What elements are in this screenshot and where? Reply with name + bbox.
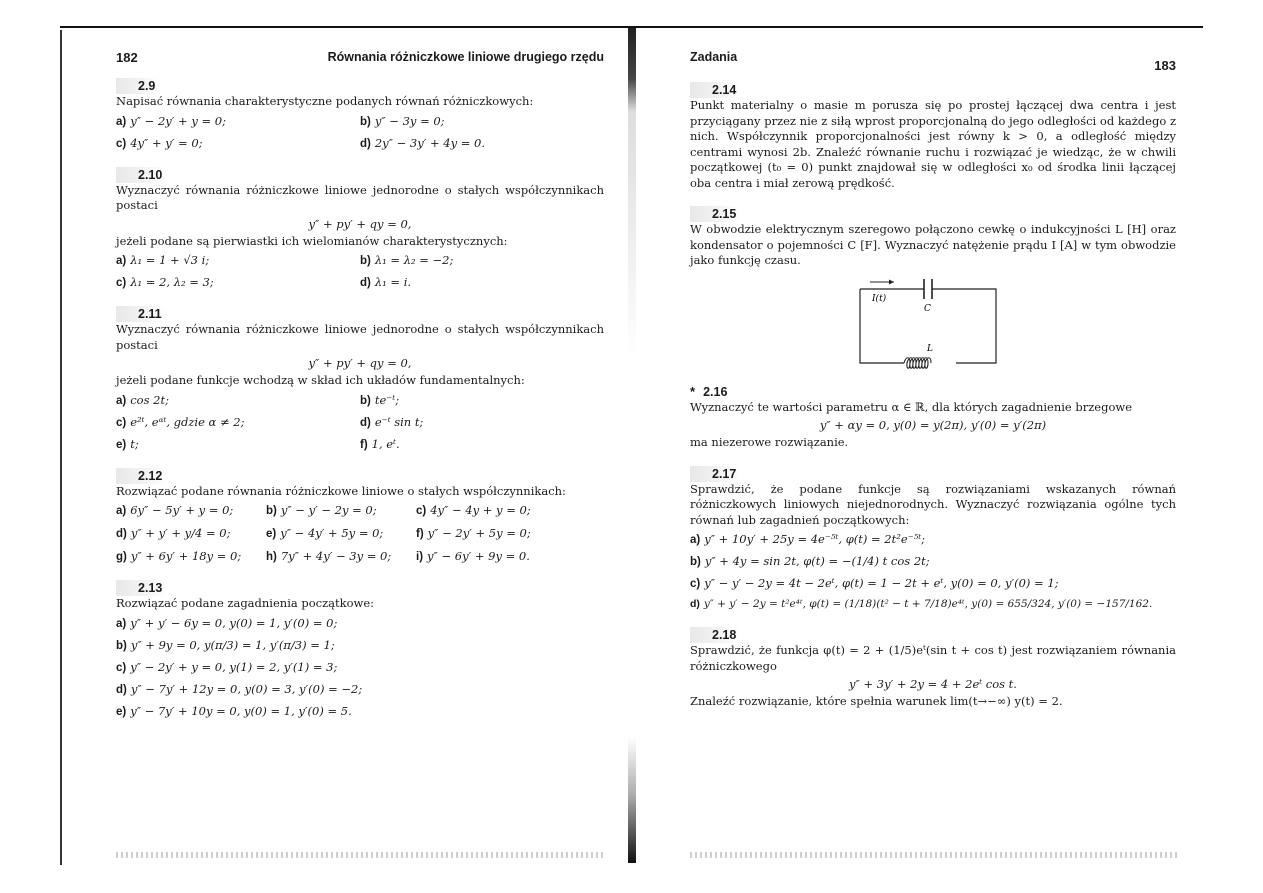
difficulty-star: * bbox=[690, 383, 696, 399]
problem-number: 2.10 bbox=[116, 167, 166, 183]
problem-2-18 bbox=[690, 624, 1176, 710]
problem-number: 2.13 bbox=[116, 580, 166, 596]
subitem: a) y″ + y′ − 6y = 0, y(0) = 1, y′(0) = 0; bbox=[116, 615, 338, 630]
problem-text-2: ma niezerowe rozwiązanie. bbox=[690, 435, 849, 449]
subitem: c) e²ᵗ, eᵅᵗ, gdzie α ≠ 2; bbox=[116, 414, 245, 429]
subitem: e) y″ − 7y′ + 10y = 0, y(0) = 1, y′(0) = 5. bbox=[116, 703, 352, 718]
problem-text: Sprawdzić, że funkcja φ(t) = 2 + (1/5)eᵗ(sin t + cos t) jest rozwiązaniem równania różniczkowego bbox=[690, 643, 1176, 673]
problem-2-11 bbox=[116, 303, 604, 451]
subitem: c) y″ − 2y′ + y = 0, y(1) = 2, y′(1) = 3; bbox=[116, 659, 338, 674]
subitem: c) y″ − y′ − 2y = 4t − 2eᵗ, φ(t) = 1 − 2t + eᵗ, y(0) = 0, y′(0) = 1; bbox=[690, 576, 1059, 590]
subitem: d) y″ − 7y′ + 12y = 0, y(0) = 3, y′(0) = −2; bbox=[116, 681, 363, 696]
left-page bbox=[116, 50, 604, 726]
subitem: b) y″ − y′ − 2y = 0; bbox=[266, 503, 377, 517]
problem-2-15 bbox=[690, 203, 1176, 377]
inductor-coil bbox=[904, 357, 931, 368]
subitem: d) y″ + y′ − 2y = t²e⁴ᵗ, φ(t) = (1/18)(t² − t + 7/18)e⁴ᵗ, y(0) = 655/324, y′(0) = −157/162. bbox=[690, 598, 1153, 610]
problem-text: Wyznaczyć równania różniczkowe liniowe jednorodne o stałych współczynnikach postaci bbox=[116, 182, 604, 212]
problem-2-17 bbox=[690, 463, 1176, 611]
problem-number: 2.15 bbox=[690, 206, 740, 222]
scan-noise-right bbox=[690, 852, 1180, 858]
problem-text: Punkt materialny o masie m porusza się po prostej łączącej dwa centra i jest przyciągany przez nie z siłą wprost proporcjonalną do jego odległości od każdego z nich. Współczynnik proporcjonalności jest równy k > 0, a odległość między centrami wynosi 2b. Znaleźć równanie ruchu i rozwiązać je wiedząc, że w chwili początkowej (t₀ = 0) punkt znajdował się w odległości x₀ od środka linii łączącej oba centra i miał zerową prędkość. bbox=[690, 98, 1176, 190]
scan-noise-left bbox=[116, 852, 606, 858]
subitem: c) 4y″ + y′ = 0; bbox=[116, 135, 203, 150]
subitem: b) y″ − 3y = 0; bbox=[360, 113, 445, 128]
subitem: c) 4y″ − 4y + y = 0; bbox=[416, 503, 531, 517]
lc-circuit-diagram bbox=[858, 277, 998, 369]
subitem: b) te⁻ᵗ; bbox=[360, 392, 400, 407]
subitem: c) λ₁ = 2, λ₂ = 3; bbox=[116, 275, 214, 289]
problem-number: 2.17 bbox=[690, 466, 740, 482]
problem-text: Wyznaczyć te wartości parametru α ∈ ℝ, dla których zagadnienie brzegowe bbox=[690, 399, 1133, 414]
left-header bbox=[116, 50, 604, 65]
page-number: 182 bbox=[116, 50, 138, 65]
problem-2-10 bbox=[116, 164, 604, 290]
problem-number: 2.11 bbox=[116, 306, 166, 322]
problem-number: 2.12 bbox=[116, 468, 166, 484]
subitem: g) y″ + 6y′ + 18y = 0; bbox=[116, 549, 242, 563]
problem-text-2: jeżeli podane są pierwiastki ich wielomianów charakterystycznych: bbox=[116, 233, 508, 248]
subitem: a) y″ + 10y′ + 25y = 4e⁻⁵ᵗ, φ(t) = 2t²e⁻⁵ᵗ; bbox=[690, 532, 926, 546]
subitem: e) y″ − 4y′ + 5y = 0; bbox=[266, 526, 384, 540]
running-title: Równania różniczkowe liniowe drugiego rzędu bbox=[327, 50, 604, 64]
subitem: a) λ₁ = 1 + √3 i; bbox=[116, 253, 210, 267]
problem-text: W obwodzie elektrycznym szeregowo połączono cewkę o indukcyjności L [H] oraz kondensator o pojemności C [F]. Wyznaczyć natężenie prądu I [A] w tym obwodzie jako funkcję czasu. bbox=[690, 222, 1176, 267]
problem-number: 2.14 bbox=[690, 82, 740, 98]
page-number: 183 bbox=[1154, 58, 1176, 73]
subitem: f) 1, eᵗ. bbox=[360, 436, 400, 451]
subitem: a) 6y″ − 5y′ + y = 0; bbox=[116, 503, 234, 517]
subitem: d) y″ + y′ + y/4 = 0; bbox=[116, 526, 231, 540]
problem-text-2: jeżeli podane funkcje wchodzą w skład ich układów fundamentalnych: bbox=[116, 373, 525, 387]
subitem: e) t; bbox=[116, 436, 139, 451]
problem-2-14 bbox=[690, 79, 1176, 191]
current-label: I(t) bbox=[872, 293, 887, 304]
problem-number: 2.9 bbox=[116, 78, 159, 94]
book-spine bbox=[622, 28, 642, 863]
subitem: b) λ₁ = λ₂ = −2; bbox=[360, 253, 454, 267]
problem-2-16 bbox=[690, 381, 1176, 451]
subitem: h) 7y″ + 4y′ − 3y = 0; bbox=[266, 549, 392, 563]
capacitor-label: C bbox=[924, 303, 931, 314]
subitem: f) y″ − 2y′ + 5y = 0; bbox=[416, 526, 531, 540]
equation: y″ + py′ + qy = 0, bbox=[308, 356, 412, 370]
problem-2-13 bbox=[116, 577, 604, 718]
arrow-icon bbox=[889, 279, 894, 284]
equation: y″ + 3y′ + 2y = 4 + 2eᵗ cos t. bbox=[849, 677, 1017, 691]
equation: y″ + αy = 0, y(0) = y(2π), y′(0) = y′(2π) bbox=[819, 418, 1047, 432]
problem-number: 2.18 bbox=[690, 627, 740, 643]
page-edge bbox=[60, 30, 62, 865]
subitem: a) y″ − 2y′ + y = 0; bbox=[116, 113, 226, 128]
subitem: d) 2y″ − 3y′ + 4y = 0. bbox=[360, 135, 486, 150]
inductor-label: L bbox=[927, 343, 933, 354]
problem-2-12 bbox=[116, 465, 604, 564]
problem-text: Rozwiązać podane równania różniczkowe liniowe o stałych współczynnikach: bbox=[116, 483, 566, 498]
right-header bbox=[690, 50, 1176, 73]
problem-text: Wyznaczyć równania różniczkowe liniowe jednorodne o stałych współczynnikach postaci bbox=[116, 322, 604, 352]
right-page bbox=[690, 50, 1176, 710]
subitem: d) e⁻ᵗ sin t; bbox=[360, 414, 424, 429]
subitem: b) y″ + 9y = 0, y(π/3) = 1, y′(π/3) = 1; bbox=[116, 637, 335, 652]
equation: y″ + py′ + qy = 0, bbox=[308, 216, 412, 231]
problem-text: Napisać równania charakterystyczne podanych równań różniczkowych: bbox=[116, 94, 534, 108]
running-title: Zadania bbox=[690, 50, 738, 64]
subitem: a) cos 2t; bbox=[116, 392, 169, 407]
problem-number: 2.16 bbox=[703, 384, 728, 399]
subitem: i) y″ − 6y′ + 9y = 0. bbox=[416, 549, 530, 563]
problem-2-9 bbox=[116, 75, 604, 150]
problem-text-2: Znaleźć rozwiązanie, które spełnia warunek lim(t→−∞) y(t) = 2. bbox=[690, 694, 1063, 708]
problem-text: Sprawdzić, że podane funkcje są rozwiązaniami wskazanych równań różniczkowych liniowych niejednorodnych. Wyznaczyć rozwiązania ogólne tych równań lub zagadnień początkowych: bbox=[690, 481, 1176, 527]
subitem: b) y″ + 4y = sin 2t, φ(t) = −(1/4) t cos 2t; bbox=[690, 554, 930, 568]
problem-text: Rozwiązać podane zagadnienia początkowe: bbox=[116, 596, 375, 610]
subitem: d) λ₁ = i. bbox=[360, 275, 412, 289]
